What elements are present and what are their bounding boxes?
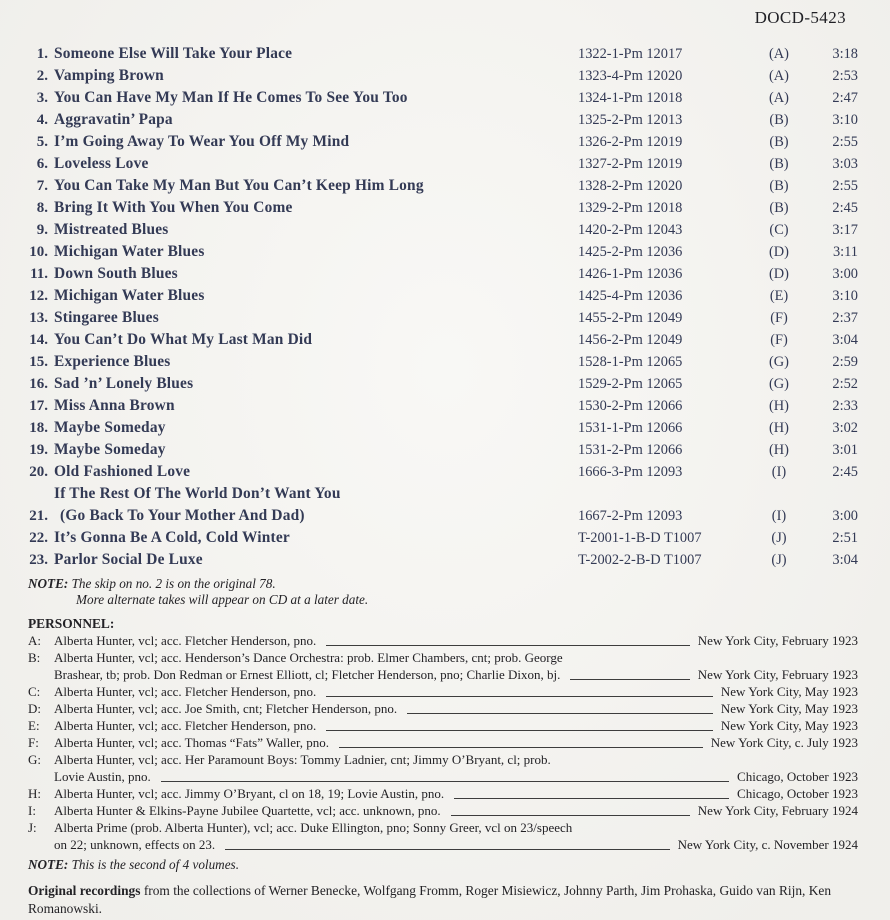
track-title-line: You Can Take My Man But You Can’t Keep Him Long	[54, 177, 424, 194]
personnel-date: New York City, May 1923	[720, 718, 858, 733]
track-duration: 3:11	[832, 244, 858, 260]
track-matrix: 1530-2-Pm 12066	[578, 398, 683, 414]
track-number: 16.	[29, 376, 48, 392]
track-row	[28, 329, 858, 351]
track-duration: 2:47	[832, 90, 858, 106]
track-number: 13.	[29, 310, 48, 326]
track-title	[54, 197, 578, 219]
track-title	[54, 219, 578, 241]
personnel-session-label: E:	[28, 718, 40, 733]
track-matrix: 1324-1-Pm 12018	[578, 90, 683, 106]
track-title	[54, 439, 578, 461]
personnel-session-label: F:	[28, 735, 39, 750]
track-duration: 3:00	[832, 266, 858, 282]
track-title-line: Aggravatin’ Papa	[54, 111, 173, 128]
track-title	[54, 43, 578, 65]
track-row	[28, 87, 858, 109]
track-number: 21.	[29, 508, 48, 524]
personnel-text: Alberta Prime (prob. Alberta Hunter), vcl; acc. Duke Ellington, pno; Sonny Greer, vcl on 23/speech	[54, 820, 573, 835]
track-matrix: 1425-4-Pm 12036	[578, 288, 683, 304]
volume-note-label: NOTE:	[28, 857, 69, 872]
track-matrix: 1531-1-Pm 12066	[578, 420, 683, 436]
track-session-letter: (D)	[769, 266, 789, 282]
tracklist-note	[28, 576, 858, 608]
track-title-line: Old Fashioned Love	[54, 463, 191, 480]
track-title-line: I’m Going Away To Wear You Off My Mind	[54, 133, 350, 150]
track-row	[28, 307, 858, 329]
track-session-letter: (J)	[771, 530, 787, 546]
track-row	[28, 417, 858, 439]
track-session-letter: (I)	[771, 464, 787, 480]
track-title	[54, 351, 578, 373]
track-row	[28, 175, 858, 197]
track-number: 1.	[36, 46, 48, 62]
track-title-line: Michigan Water Blues	[54, 287, 205, 304]
track-row	[28, 219, 858, 241]
track-matrix: 1329-2-Pm 12018	[578, 200, 683, 216]
track-duration: 3:17	[832, 222, 858, 238]
track-title-line: Bring It With You When You Come	[54, 199, 293, 216]
track-number: 9.	[36, 222, 48, 238]
leader-line	[326, 730, 713, 731]
track-duration: 3:01	[832, 442, 858, 458]
track-session-letter: (A)	[769, 46, 789, 62]
track-number: 23.	[29, 552, 48, 568]
track-duration: 3:02	[832, 420, 858, 436]
personnel-session-label: A:	[28, 633, 41, 648]
personnel-row	[28, 632, 858, 649]
track-duration: 3:04	[832, 332, 858, 348]
track-duration: 2:45	[832, 464, 858, 480]
track-matrix: 1322-1-Pm 12017	[578, 46, 683, 62]
track-matrix: T-2002-2-B-D T1007	[578, 552, 702, 568]
track-title-line: You Can’t Do What My Last Man Did	[54, 331, 313, 348]
personnel-entries	[28, 632, 858, 853]
track-title	[54, 307, 578, 329]
note-label: NOTE:	[28, 576, 69, 591]
track-list	[28, 43, 858, 571]
track-matrix: 1456-2-Pm 12049	[578, 332, 683, 348]
track-matrix: 1327-2-Pm 12019	[578, 156, 683, 172]
personnel-text: Alberta Hunter, vcl; acc. Joe Smith, cnt; Fletcher Henderson, pno.	[54, 701, 398, 716]
track-title	[54, 549, 578, 571]
track-duration: 2:37	[832, 310, 858, 326]
track-duration: 2:51	[832, 530, 858, 546]
track-duration: 2:59	[832, 354, 858, 370]
track-matrix: 1325-2-Pm 12013	[578, 112, 683, 128]
track-title	[54, 263, 578, 285]
track-number: 14.	[29, 332, 48, 348]
track-title	[54, 461, 578, 483]
track-duration: 3:04	[832, 552, 858, 568]
personnel-date: New York City, May 1923	[720, 701, 858, 716]
track-number: 22.	[29, 530, 48, 546]
personnel-date: Chicago, October 1923	[737, 786, 858, 801]
personnel-row	[28, 683, 858, 700]
leader-line	[339, 747, 703, 748]
track-duration: 3:18	[832, 46, 858, 62]
track-row	[28, 153, 858, 175]
track-title-line: Down South Blues	[54, 265, 178, 282]
track-title-line: Michigan Water Blues	[54, 243, 205, 260]
track-session-letter: (H)	[769, 442, 789, 458]
credits-lead: Original recordings	[28, 883, 141, 898]
personnel-session-label: H:	[28, 786, 41, 801]
track-number: 5.	[36, 134, 48, 150]
personnel-row	[28, 717, 858, 734]
track-row	[28, 241, 858, 263]
track-title	[54, 65, 578, 87]
credits-text: from the collections of Werner Benecke, Wolfgang Fromm, Roger Misiewicz, Johnny Parth, Jim Prohaska, Guido van Rijn, Ken Romanowski.	[28, 883, 832, 916]
track-session-letter: (G)	[769, 376, 789, 392]
track-number: 15.	[29, 354, 48, 370]
track-matrix: T-2001-1-B-D T1007	[578, 530, 702, 546]
track-matrix: 1529-2-Pm 12065	[578, 376, 683, 392]
personnel-row	[28, 700, 858, 717]
volume-note-text: This is the second of 4 volumes.	[71, 857, 239, 872]
track-session-letter: (C)	[769, 222, 789, 238]
track-number: 2.	[36, 68, 48, 84]
personnel-text: Alberta Hunter, vcl; acc. Fletcher Henderson, pno.	[54, 684, 317, 699]
track-matrix: 1528-1-Pm 12065	[578, 354, 683, 370]
personnel-date: New York City, February 1923	[697, 667, 858, 682]
track-title	[54, 153, 578, 175]
track-duration: 2:33	[832, 398, 858, 414]
track-matrix: 1531-2-Pm 12066	[578, 442, 683, 458]
track-session-letter: (J)	[771, 552, 787, 568]
personnel-session-label: D:	[28, 701, 41, 716]
personnel-row	[28, 785, 858, 802]
track-session-letter: (D)	[769, 244, 789, 260]
note-line-1	[28, 576, 858, 592]
track-row	[28, 43, 858, 65]
track-title-line: Stingaree Blues	[54, 309, 159, 326]
track-duration: 3:00	[832, 508, 858, 524]
track-title	[54, 175, 578, 197]
track-row	[28, 395, 858, 417]
track-matrix: 1420-2-Pm 12043	[578, 222, 683, 238]
track-session-letter: (B)	[769, 112, 789, 128]
personnel-date: New York City, c. November 1924	[677, 837, 858, 852]
track-matrix: 1455-2-Pm 12049	[578, 310, 683, 326]
track-title-line: Sad ’n’ Lonely Blues	[54, 375, 194, 392]
personnel-row	[28, 734, 858, 751]
track-number: 7.	[36, 178, 48, 194]
personnel-session-label: I:	[28, 803, 36, 818]
track-session-letter: (G)	[769, 354, 789, 370]
track-title-line: It’s Gonna Be A Cold, Cold Winter	[54, 529, 290, 546]
leader-line	[225, 849, 669, 850]
track-title	[54, 373, 578, 395]
track-title-line: If The Rest Of The World Don’t Want You	[54, 485, 341, 502]
personnel-session-label: J:	[28, 820, 37, 835]
track-duration: 2:45	[832, 200, 858, 216]
track-session-letter: (B)	[769, 156, 789, 172]
track-row	[28, 461, 858, 483]
track-number: 20.	[29, 464, 48, 480]
catalog-number: DOCD-5423	[754, 8, 846, 27]
personnel-text: Alberta Hunter, vcl; acc. Fletcher Henderson, pno.	[54, 633, 317, 648]
track-matrix: 1323-4-Pm 12020	[578, 68, 683, 84]
note-text-1: The skip on no. 2 is on the original 78.	[71, 576, 276, 591]
track-matrix: 1667-2-Pm 12093	[578, 508, 683, 524]
track-row	[28, 373, 858, 395]
track-row	[28, 285, 858, 307]
personnel-row	[28, 819, 858, 836]
personnel-text: Alberta Hunter, vcl; acc. Jimmy O’Bryant, cl on 18, 19; Lovie Austin, pno.	[54, 786, 445, 801]
personnel-row-continuation	[28, 666, 858, 683]
leader-line	[407, 713, 713, 714]
personnel-date: New York City, February 1924	[697, 803, 858, 818]
leader-line	[326, 696, 713, 697]
personnel-text-continuation: Lovie Austin, pno.	[54, 769, 151, 784]
track-duration: 2:52	[832, 376, 858, 392]
leader-line	[161, 781, 729, 782]
track-title	[54, 527, 578, 549]
track-title-line: Maybe Someday	[54, 419, 166, 436]
volume-note	[28, 857, 858, 873]
track-row	[28, 351, 858, 373]
personnel-session-label: C:	[28, 684, 41, 699]
track-row	[28, 483, 858, 527]
track-matrix: 1426-1-Pm 12036	[578, 266, 683, 282]
track-matrix: 1666-3-Pm 12093	[578, 464, 683, 480]
personnel-heading: PERSONNEL:	[28, 616, 115, 631]
personnel-section	[28, 615, 858, 853]
personnel-text: Alberta Hunter & Elkins-Payne Jubilee Quartette, vcl; acc. unknown, pno.	[54, 803, 441, 818]
track-session-letter: (H)	[769, 398, 789, 414]
track-number: 17.	[29, 398, 48, 414]
track-matrix: 1328-2-Pm 12020	[578, 178, 683, 194]
personnel-row-continuation	[28, 836, 858, 853]
personnel-date: New York City, c. July 1923	[710, 735, 858, 750]
track-number: 3.	[36, 90, 48, 106]
track-row	[28, 109, 858, 131]
track-title-line: Parlor Social De Luxe	[54, 551, 203, 568]
track-row	[28, 65, 858, 87]
track-number: 4.	[36, 112, 48, 128]
track-session-letter: (A)	[769, 68, 789, 84]
track-duration: 3:03	[832, 156, 858, 172]
personnel-date: New York City, May 1923	[720, 684, 858, 699]
track-duration: 3:10	[832, 112, 858, 128]
track-number: 19.	[29, 442, 48, 458]
track-row	[28, 263, 858, 285]
track-session-letter: (H)	[769, 420, 789, 436]
track-title-line: Miss Anna Brown	[54, 397, 175, 414]
track-row	[28, 131, 858, 153]
personnel-row	[28, 751, 858, 768]
personnel-text: Alberta Hunter, vcl; acc. Thomas “Fats” Waller, pno.	[54, 735, 330, 750]
personnel-session-label: G:	[28, 752, 41, 767]
personnel-text: Alberta Hunter, vcl; acc. Fletcher Henderson, pno.	[54, 718, 317, 733]
personnel-date: Chicago, October 1923	[737, 769, 858, 784]
leader-line	[451, 815, 690, 816]
track-session-letter: (A)	[769, 90, 789, 106]
credits	[28, 882, 848, 917]
track-title-line: Experience Blues	[54, 353, 171, 370]
track-title	[54, 109, 578, 131]
track-number: 8.	[36, 200, 48, 216]
track-title	[54, 241, 578, 263]
track-title	[54, 87, 578, 109]
track-matrix: 1326-2-Pm 12019	[578, 134, 683, 150]
track-session-letter: (B)	[769, 134, 789, 150]
track-row	[28, 527, 858, 549]
track-row	[28, 549, 858, 571]
track-title	[54, 329, 578, 351]
track-number: 10.	[29, 244, 48, 260]
note-text-2: More alternate takes will appear on CD at a later date.	[76, 592, 369, 607]
personnel-text-continuation: on 22; unknown, effects on 23.	[54, 837, 216, 852]
track-title-line: You Can Have My Man If He Comes To See You Too	[54, 89, 408, 106]
track-duration: 2:55	[832, 134, 858, 150]
track-title-line: Mistreated Blues	[54, 221, 169, 238]
track-title	[54, 131, 578, 153]
leader-line	[454, 798, 729, 799]
track-title-line2: (Go Back To Your Mother And Dad)	[60, 507, 305, 524]
personnel-row-continuation	[28, 768, 858, 785]
track-title-line: Maybe Someday	[54, 441, 166, 458]
track-title	[54, 285, 578, 307]
track-duration: 3:10	[832, 288, 858, 304]
track-title	[54, 417, 578, 439]
personnel-session-label: B:	[28, 650, 41, 665]
personnel-text-continuation: Brashear, tb; prob. Don Redman or Ernest Elliott, cl; Fletcher Henderson, pno; Charlie Dixon, bj.	[54, 667, 561, 682]
track-number: 12.	[29, 288, 48, 304]
track-title-line: Loveless Love	[54, 155, 149, 172]
leader-line	[570, 679, 689, 680]
personnel-text: Alberta Hunter, vcl; acc. Her Paramount Boys: Tommy Ladnier, cnt; Jimmy O’Bryant, cl; prob.	[54, 752, 551, 767]
track-title-line: Vamping Brown	[54, 67, 164, 84]
personnel-date: New York City, February 1923	[697, 633, 858, 648]
track-session-letter: (B)	[769, 200, 789, 216]
personnel-row	[28, 802, 858, 819]
leader-line	[326, 645, 690, 646]
track-row	[28, 439, 858, 461]
track-session-letter: (I)	[771, 508, 787, 524]
personnel-row	[28, 649, 858, 666]
track-title	[54, 483, 578, 527]
track-row	[28, 197, 858, 219]
track-duration: 2:55	[832, 178, 858, 194]
track-session-letter: (F)	[770, 332, 788, 348]
track-title	[54, 395, 578, 417]
track-matrix: 1425-2-Pm 12036	[578, 244, 683, 260]
track-number: 6.	[36, 156, 48, 172]
personnel-text: Alberta Hunter, vcl; acc. Henderson’s Dance Orchestra: prob. Elmer Chambers, cnt; prob. George	[54, 650, 563, 665]
track-session-letter: (F)	[770, 310, 788, 326]
track-number: 11.	[30, 266, 48, 282]
track-duration: 2:53	[832, 68, 858, 84]
track-number: 18.	[29, 420, 48, 436]
track-title-line: Someone Else Will Take Your Place	[54, 45, 293, 62]
track-session-letter: (E)	[769, 288, 789, 304]
track-session-letter: (B)	[769, 178, 789, 194]
